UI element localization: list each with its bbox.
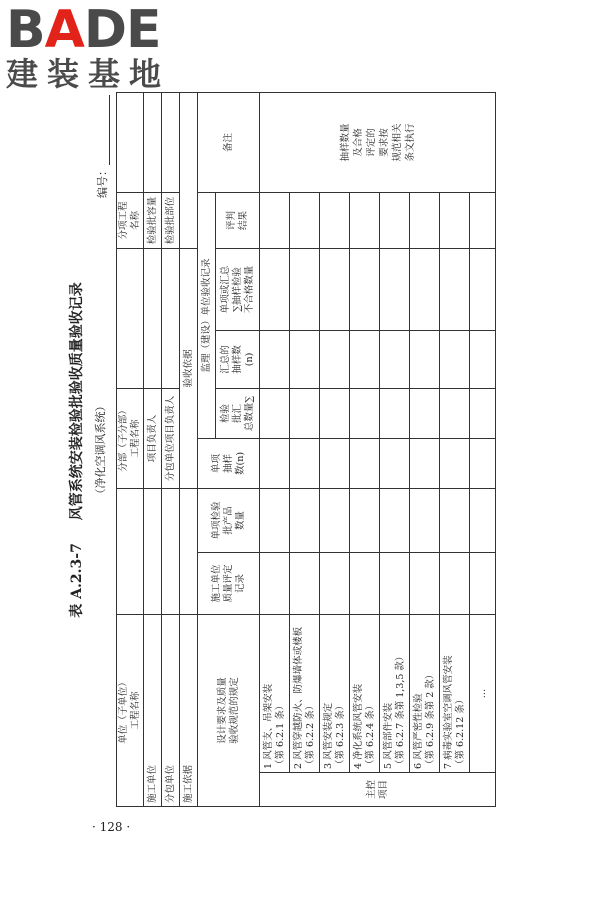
row-item-3: [320, 92, 350, 806]
col-single-sample-qty: 单项 抽样 数(n): [198, 438, 260, 488]
col-construction-eval: 施工单位 质量评定 记录: [198, 552, 260, 614]
cell-acceptance-basis-value: [180, 92, 198, 248]
item-6: 6 风管严密性检验 （第 6.2.9 条第 2 款）: [410, 614, 440, 772]
col-summary-samples: 汇总的 抽样数 (n): [216, 330, 260, 388]
row-item-8: [470, 92, 496, 806]
col-single-product-qty: 单项检验 批产品 数量: [198, 488, 260, 552]
cell-construction-unit-value: [144, 488, 162, 614]
row-construction: [144, 92, 162, 806]
acceptance-record-table: [116, 92, 496, 807]
serial-number-line: [99, 95, 110, 165]
row-item-4: [350, 92, 380, 806]
cell-division-project-value: [117, 248, 144, 388]
cell-project-manager: 项目负责人: [144, 388, 162, 488]
cell-subcontract-unit: 分包单位: [162, 614, 180, 806]
item-2: 2 风管穿越防火、防爆墙体或楼板 （第 6.2.2 条）: [290, 614, 320, 772]
cell-inspection-location-value: [162, 92, 180, 192]
cell-inspection-location: 检验批部位: [162, 192, 180, 248]
col-judgment: 评判 结果: [216, 192, 260, 248]
cell-subcontract-manager: 分包单位项目负责人: [162, 388, 180, 488]
remark-sampling: 抽样数量 及合格 评定的 要求按 规范相关 条文执行: [260, 92, 496, 192]
row-item-6: [410, 92, 440, 806]
item-ellipsis: …: [470, 614, 496, 772]
item-7: 7 病毒实验室空调风管安装 （第 6.2.12 条）: [440, 614, 470, 772]
item-5: 5 风管部件安装 （第 6.2.7 条第 1,3,5 款）: [380, 614, 410, 772]
serial-number-label: 编号：: [96, 165, 109, 198]
row-project: [117, 92, 144, 806]
cell-unit-project: 单位（子单位） 工程名称: [117, 614, 144, 806]
row-item-5: [380, 92, 410, 806]
section-main-control: 主控 项目: [260, 773, 496, 807]
cell-project-manager-value: [144, 248, 162, 388]
rotated-form-page: [60, 85, 540, 815]
bade-logo: [6, 2, 181, 94]
item-1: 1 风管支、吊架安装 （第 6.2.1 条）: [260, 614, 290, 772]
form-title: [66, 85, 86, 815]
cell-division-project: 分部（子分部） 工程名称: [117, 388, 144, 488]
cell-subcontract-manager-value: [162, 248, 180, 388]
logo-brand: BADE: [6, 0, 161, 60]
cell-sub-item-project-value: [117, 92, 144, 192]
row-item-2: [290, 92, 320, 806]
cell-sub-item-project: 分项工程 名称: [117, 192, 144, 248]
row-column-headers-1: [198, 92, 216, 806]
cell-construction-basis: 施工依据: [180, 614, 198, 806]
serial-number-field: [94, 95, 110, 198]
item-3: 3 风管安装规定 （第 6.2.3 条）: [320, 614, 350, 772]
cell-construction-unit: 施工单位: [144, 614, 162, 806]
col-design-requirements: 设计要求及质量 验收规范的规定: [198, 614, 260, 806]
row-item-7: [440, 92, 470, 806]
table-number: 表 A.2.3-7: [69, 543, 85, 618]
item-4: 4 净化系统风管安装 （第 6.2.4 条）: [350, 614, 380, 772]
row-subcontract: [162, 92, 180, 806]
cell-inspection-capacity-value: [144, 92, 162, 192]
cell-unit-project-value: [117, 488, 144, 614]
page-number: · 128 ·: [92, 820, 131, 834]
cell-subcontract-unit-value: [162, 488, 180, 614]
cell-construction-basis-value: [180, 488, 198, 614]
col-batch-total: 检验 批汇 总数量∑: [216, 388, 260, 438]
row-item-1: [260, 92, 290, 806]
col-remarks: 备注: [198, 92, 260, 192]
logo-subtitle: 建装基地: [6, 55, 171, 93]
col-single-or-summary: 单项或汇总 ∑抽样检验 不合格数量: [216, 248, 260, 330]
row-basis: [180, 92, 198, 806]
cell-inspection-capacity: 检验批容量: [144, 192, 162, 248]
form-subtitle: （净化空调风系统）: [94, 400, 107, 500]
title-text: 风管系统安装检验批验收质量验收记录: [69, 282, 85, 521]
cell-acceptance-basis: 验收依据: [180, 248, 198, 488]
col-supervision-group: 监理（建设）单位验收记录: [198, 192, 216, 438]
